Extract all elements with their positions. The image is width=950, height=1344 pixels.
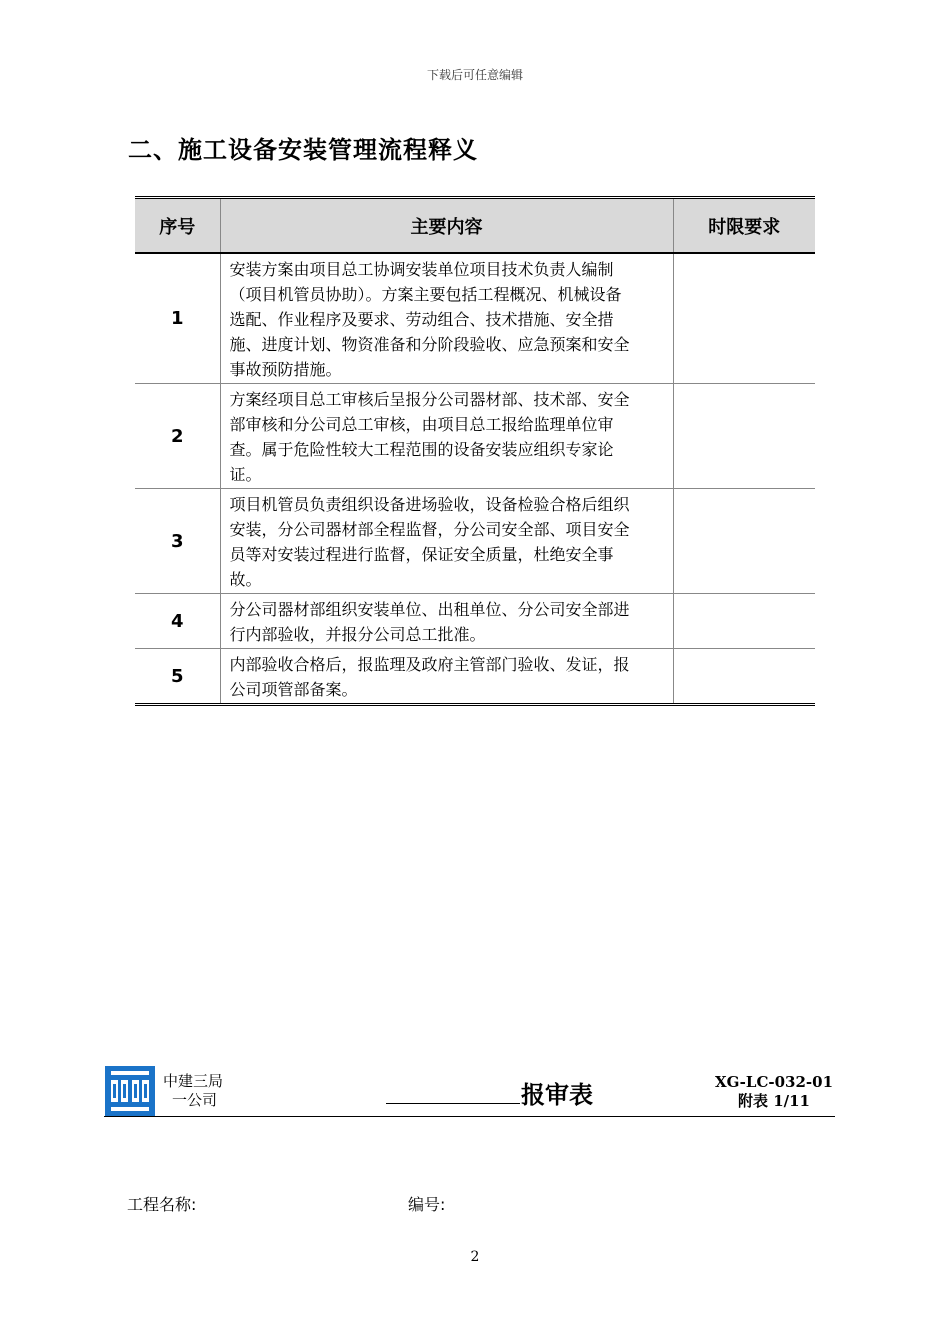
row-time-limit	[673, 384, 815, 489]
header-seq: 序号	[135, 198, 220, 254]
content-line: 安装，分公司器材部全程监督，分公司安全部、项目安全	[229, 520, 630, 539]
content-line: 方案经项目总工审核后呈报分公司器材部、技术部、安全	[229, 390, 630, 409]
row-time-limit	[673, 489, 815, 594]
company-name	[163, 1072, 223, 1110]
form-title: 报审表	[521, 1081, 593, 1109]
content-line: 项目机管员负责组织设备进场验收，设备检验合格后组织	[229, 495, 630, 514]
row-content	[220, 384, 673, 489]
company-name-line1: 中建三局	[163, 1072, 224, 1090]
row-number: 5	[135, 649, 220, 705]
table-row	[135, 649, 815, 705]
content-line: 员等对安装过程进行监督，保证安全质量，杜绝安全事	[229, 545, 614, 564]
row-content	[220, 253, 673, 384]
content-line: 事故预防措施。	[229, 360, 342, 379]
company-name-line2: 一公司	[172, 1091, 218, 1109]
table-row	[135, 384, 815, 489]
header-time-limit: 时限要求	[673, 198, 815, 254]
row-number: 2	[135, 384, 220, 489]
form-code: XG-LC-032-01	[714, 1073, 834, 1091]
process-table	[135, 196, 815, 706]
company-logo	[105, 1066, 155, 1116]
content-line: 分公司器材部组织安装单位、出租单位、分公司安全部进	[229, 600, 630, 619]
project-name-label: 工程名称:	[127, 1195, 197, 1214]
content-line: 行内部验收，并报分公司总工批准。	[229, 625, 486, 644]
content-line: 查。属于危险性较大工程范围的设备安装应组织专家论	[229, 440, 614, 459]
number-label: 编号:	[408, 1195, 446, 1214]
form-code-block	[700, 1073, 848, 1111]
row-number: 1	[170, 308, 184, 329]
download-watermark: 下载后可任意编辑	[426, 68, 523, 82]
content-line: 安装方案由项目总工协调安装单位项目技术负责人编制	[229, 260, 614, 279]
row-time-limit	[673, 649, 815, 705]
content-line: 故。	[229, 570, 262, 589]
content-line: 选配、作业程序及要求、劳动组合、技术措施、安全措	[229, 310, 614, 329]
row-number: 4	[135, 594, 220, 649]
table-row	[135, 489, 815, 594]
section-title: 二、施工设备安装管理流程释义	[128, 136, 478, 164]
process-table-container	[135, 196, 815, 706]
row-number: 3	[135, 489, 220, 594]
table-row	[135, 594, 815, 649]
header-content: 主要内容	[220, 198, 673, 254]
row-content	[220, 649, 673, 705]
attachment-label: 附表 1/11	[737, 1092, 810, 1110]
content-line: 施、进度计划、物资准备和分阶段验收、应急预案和安全	[229, 335, 630, 354]
row-content	[220, 489, 673, 594]
form-title-blank	[386, 1103, 520, 1104]
content-line: （项目机管员协助）。方案主要包括工程概况、机械设备	[229, 285, 622, 304]
content-line: 部审核和分公司总工审核，由项目总工报给监理单位审	[229, 415, 614, 434]
row-content	[220, 594, 673, 649]
header-divider	[104, 1116, 835, 1117]
content-line: 证。	[229, 465, 262, 484]
page-number: 2	[470, 1249, 480, 1265]
content-line: 公司项管部备案。	[229, 680, 358, 699]
table-header-row	[135, 198, 815, 254]
row-time-limit	[673, 253, 815, 384]
table-row	[135, 253, 815, 384]
content-line: 内部验收合格后，报监理及政府主管部门验收、发证，报	[229, 655, 630, 674]
row-time-limit	[673, 594, 815, 649]
